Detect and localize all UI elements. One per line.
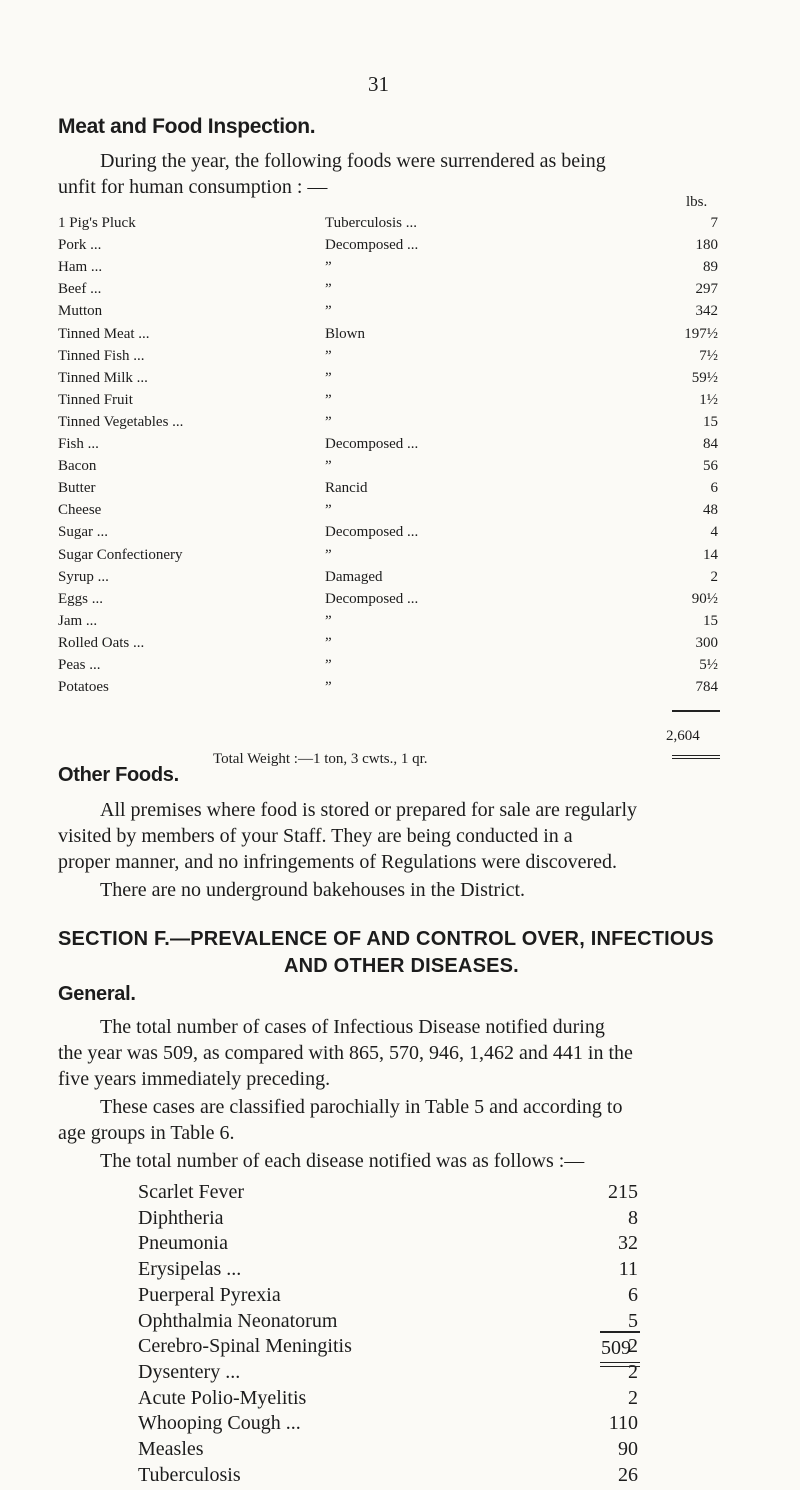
food-item-name: Peas ... xyxy=(58,657,101,673)
food-item-lbs: 56 xyxy=(703,458,718,475)
food-item-lbs: 14 xyxy=(703,546,718,563)
disease-row xyxy=(138,1387,638,1413)
food-row xyxy=(58,215,718,237)
food-item-lbs: 197½ xyxy=(684,325,718,342)
disease-count: 5 xyxy=(628,1309,638,1332)
food-item-lbs: 5½ xyxy=(699,657,718,673)
food-item-name: Jam ... xyxy=(58,612,98,629)
other-foods-para1-line2: visited by members of your Staff. They are being conducted in a xyxy=(58,825,573,847)
disease-count: 110 xyxy=(608,1412,638,1435)
meat-heading: Meat and Food Inspection. xyxy=(58,115,316,138)
total-rule-double-1 xyxy=(672,755,720,756)
food-item-reason: ” xyxy=(325,369,332,386)
other-foods-heading: Other Foods. xyxy=(58,764,179,786)
food-item-reason: ” xyxy=(325,347,332,364)
food-row xyxy=(58,679,718,701)
disease-row xyxy=(138,1207,638,1233)
food-item-name: Pork ... xyxy=(58,237,102,254)
food-item-reason: Tuberculosis ... xyxy=(325,215,417,231)
unit-header: lbs. xyxy=(686,194,708,210)
food-row xyxy=(58,569,718,591)
food-row xyxy=(58,414,718,436)
general-para2-line2: age groups in Table 6. xyxy=(58,1122,235,1144)
food-item-name: Sugar ... xyxy=(58,524,108,541)
general-para3: The total number of each disease notified was as follows :— xyxy=(100,1150,585,1172)
disease-row xyxy=(138,1335,638,1361)
food-item-lbs: 84 xyxy=(703,436,718,452)
disease-total-rule-1 xyxy=(600,1362,640,1363)
food-row xyxy=(58,635,718,657)
food-item-lbs: 90½ xyxy=(691,590,718,607)
food-item-lbs: 784 xyxy=(695,679,718,696)
food-item-lbs: 89 xyxy=(703,259,718,276)
food-row xyxy=(58,480,718,502)
food-item-name: Tinned Fish ... xyxy=(58,347,145,364)
disease-row xyxy=(138,1232,638,1258)
total-rule-double-2 xyxy=(672,758,720,759)
food-item-reason: ” xyxy=(325,281,332,298)
disease-count: 6 xyxy=(628,1283,638,1306)
food-item-lbs: 300 xyxy=(695,634,718,651)
page-number: 31 xyxy=(368,72,389,96)
food-item-lbs: 4 xyxy=(710,524,718,541)
food-row xyxy=(58,524,718,546)
food-row xyxy=(58,237,718,259)
food-item-lbs: 2 xyxy=(710,568,718,585)
food-item-lbs: 15 xyxy=(703,413,718,430)
disease-name: Puerperal Pyrexia xyxy=(138,1283,281,1306)
food-item-reason: Decomposed ... xyxy=(325,237,419,254)
food-row xyxy=(58,281,718,303)
disease-row xyxy=(138,1258,638,1284)
food-item-lbs: 180 xyxy=(695,237,718,254)
food-item-lbs: 6 xyxy=(710,480,718,497)
food-item-lbs: 59½ xyxy=(691,369,718,386)
disease-count: 2 xyxy=(628,1360,638,1383)
food-item-reason: Rancid xyxy=(325,480,368,497)
other-foods-para1-line3: proper manner, and no infringements of Regulations were discovered. xyxy=(58,851,618,873)
food-item-reason: ” xyxy=(325,391,332,408)
food-row xyxy=(58,502,718,524)
disease-count: 8 xyxy=(628,1206,638,1229)
food-item-reason: Blown xyxy=(325,325,366,342)
food-row xyxy=(58,436,718,458)
food-item-reason: Decomposed ... xyxy=(325,590,419,607)
other-foods-para1-line1: All premises where food is stored or prepared for sale are regularly xyxy=(100,799,638,821)
general-para1-line1: The total number of cases of Infectious Disease notified during xyxy=(100,1016,605,1038)
food-item-name: Fish ... xyxy=(58,436,99,452)
food-item-reason: ” xyxy=(325,612,332,629)
food-total-lbs: 2,604 xyxy=(666,728,700,744)
disease-name: Acute Polio-Myelitis xyxy=(138,1386,307,1409)
food-row xyxy=(58,303,718,325)
disease-count: 26 xyxy=(618,1463,638,1486)
food-item-reason: ” xyxy=(325,259,332,276)
disease-row xyxy=(138,1361,638,1387)
food-row xyxy=(58,657,718,679)
disease-row xyxy=(138,1310,638,1336)
disease-name: Tuberculosis xyxy=(138,1463,241,1486)
food-row xyxy=(58,259,718,281)
disease-name: Dysentery ... xyxy=(138,1360,241,1383)
food-row xyxy=(58,348,718,370)
disease-name: Measles xyxy=(138,1438,204,1460)
food-item-reason: ” xyxy=(325,546,332,563)
disease-name: Ophthalmia Neonatorum xyxy=(138,1309,338,1332)
food-item-reason: ” xyxy=(325,502,332,519)
section-f-heading-line2: AND OTHER DISEASES. xyxy=(284,955,519,977)
disease-name: Whooping Cough ... xyxy=(138,1412,301,1435)
food-item-reason: Damaged xyxy=(325,568,383,585)
disease-name: Diphtheria xyxy=(138,1206,224,1229)
food-row xyxy=(58,458,718,480)
food-item-lbs: 15 xyxy=(703,612,718,629)
food-item-reason: Decomposed ... xyxy=(325,524,419,541)
food-item-name: Cheese xyxy=(58,502,102,519)
general-para1-line3: five years immediately preceding. xyxy=(58,1068,331,1090)
disease-name: Erysipelas ... xyxy=(138,1258,242,1281)
food-item-lbs: 7½ xyxy=(699,347,718,364)
food-item-lbs: 48 xyxy=(703,502,718,519)
food-item-name: Tinned Meat ... xyxy=(58,325,150,342)
food-item-name: 1 Pig's Pluck xyxy=(58,215,136,231)
total-rule-top xyxy=(672,710,720,712)
disease-row xyxy=(138,1284,638,1310)
disease-total-rule-2 xyxy=(600,1366,640,1367)
food-row xyxy=(58,326,718,348)
disease-row xyxy=(138,1412,638,1438)
food-item-lbs: 1½ xyxy=(699,391,718,408)
meat-intro-line1: During the year, the following foods were surrendered as being xyxy=(100,150,606,172)
disease-count: 2 xyxy=(628,1335,638,1358)
food-item-name: Potatoes xyxy=(58,679,109,696)
food-item-reason: Decomposed ... xyxy=(325,436,419,452)
disease-count: 32 xyxy=(618,1232,638,1255)
food-row xyxy=(58,370,718,392)
disease-name: Scarlet Fever xyxy=(138,1181,245,1203)
disease-name: Cerebro-Spinal Meningitis xyxy=(138,1335,352,1358)
section-f-heading-line1: SECTION F.—PREVALENCE OF AND CONTROL OVER, INFECTIOUS xyxy=(58,928,714,950)
disease-total: 509 xyxy=(601,1337,631,1359)
food-item-name: Bacon xyxy=(58,458,97,475)
food-item-name: Mutton xyxy=(58,303,103,320)
disease-row xyxy=(138,1181,638,1207)
disease-rule-top xyxy=(600,1331,640,1333)
disease-count: 11 xyxy=(618,1258,638,1281)
disease-row xyxy=(138,1464,638,1490)
food-item-name: Tinned Fruit xyxy=(58,391,133,408)
food-item-reason: ” xyxy=(325,634,332,651)
food-item-reason: ” xyxy=(325,657,332,673)
food-item-reason: ” xyxy=(325,303,332,320)
food-item-reason: ” xyxy=(325,413,332,430)
food-row xyxy=(58,547,718,569)
disease-count: 2 xyxy=(628,1386,638,1409)
food-item-name: Sugar Confectionery xyxy=(58,546,183,563)
food-item-name: Eggs ... xyxy=(58,590,103,607)
disease-count: 90 xyxy=(618,1438,638,1460)
food-item-name: Tinned Vegetables ... xyxy=(58,413,184,430)
food-item-name: Syrup ... xyxy=(58,568,109,585)
food-item-lbs: 7 xyxy=(710,215,718,231)
food-row xyxy=(58,613,718,635)
food-item-lbs: 342 xyxy=(695,303,718,320)
food-row xyxy=(58,591,718,613)
food-row xyxy=(58,392,718,414)
general-para2-line1: These cases are classified parochially in Table 5 and according to xyxy=(100,1096,623,1118)
food-item-reason: ” xyxy=(325,458,332,475)
food-item-name: Ham ... xyxy=(58,259,103,276)
disease-count: 215 xyxy=(608,1181,638,1203)
meat-intro-line2: unfit for human consumption : — xyxy=(58,176,328,198)
general-para1-line2: the year was 509, as compared with 865, 570, 946, 1,462 and 441 in the xyxy=(58,1042,633,1064)
disease-row xyxy=(138,1438,638,1464)
disease-name: Pneumonia xyxy=(138,1232,228,1255)
food-item-name: Butter xyxy=(58,480,96,497)
general-subheading: General. xyxy=(58,983,136,1005)
food-item-name: Beef ... xyxy=(58,281,102,298)
food-item-name: Rolled Oats ... xyxy=(58,634,145,651)
other-foods-para2: There are no underground bakehouses in the District. xyxy=(100,879,526,901)
food-item-name: Tinned Milk ... xyxy=(58,369,148,386)
total-weight: Total Weight :—1 ton, 3 cwts., 1 qr. xyxy=(213,751,428,767)
food-item-reason: ” xyxy=(325,679,332,696)
food-item-lbs: 297 xyxy=(695,281,718,298)
